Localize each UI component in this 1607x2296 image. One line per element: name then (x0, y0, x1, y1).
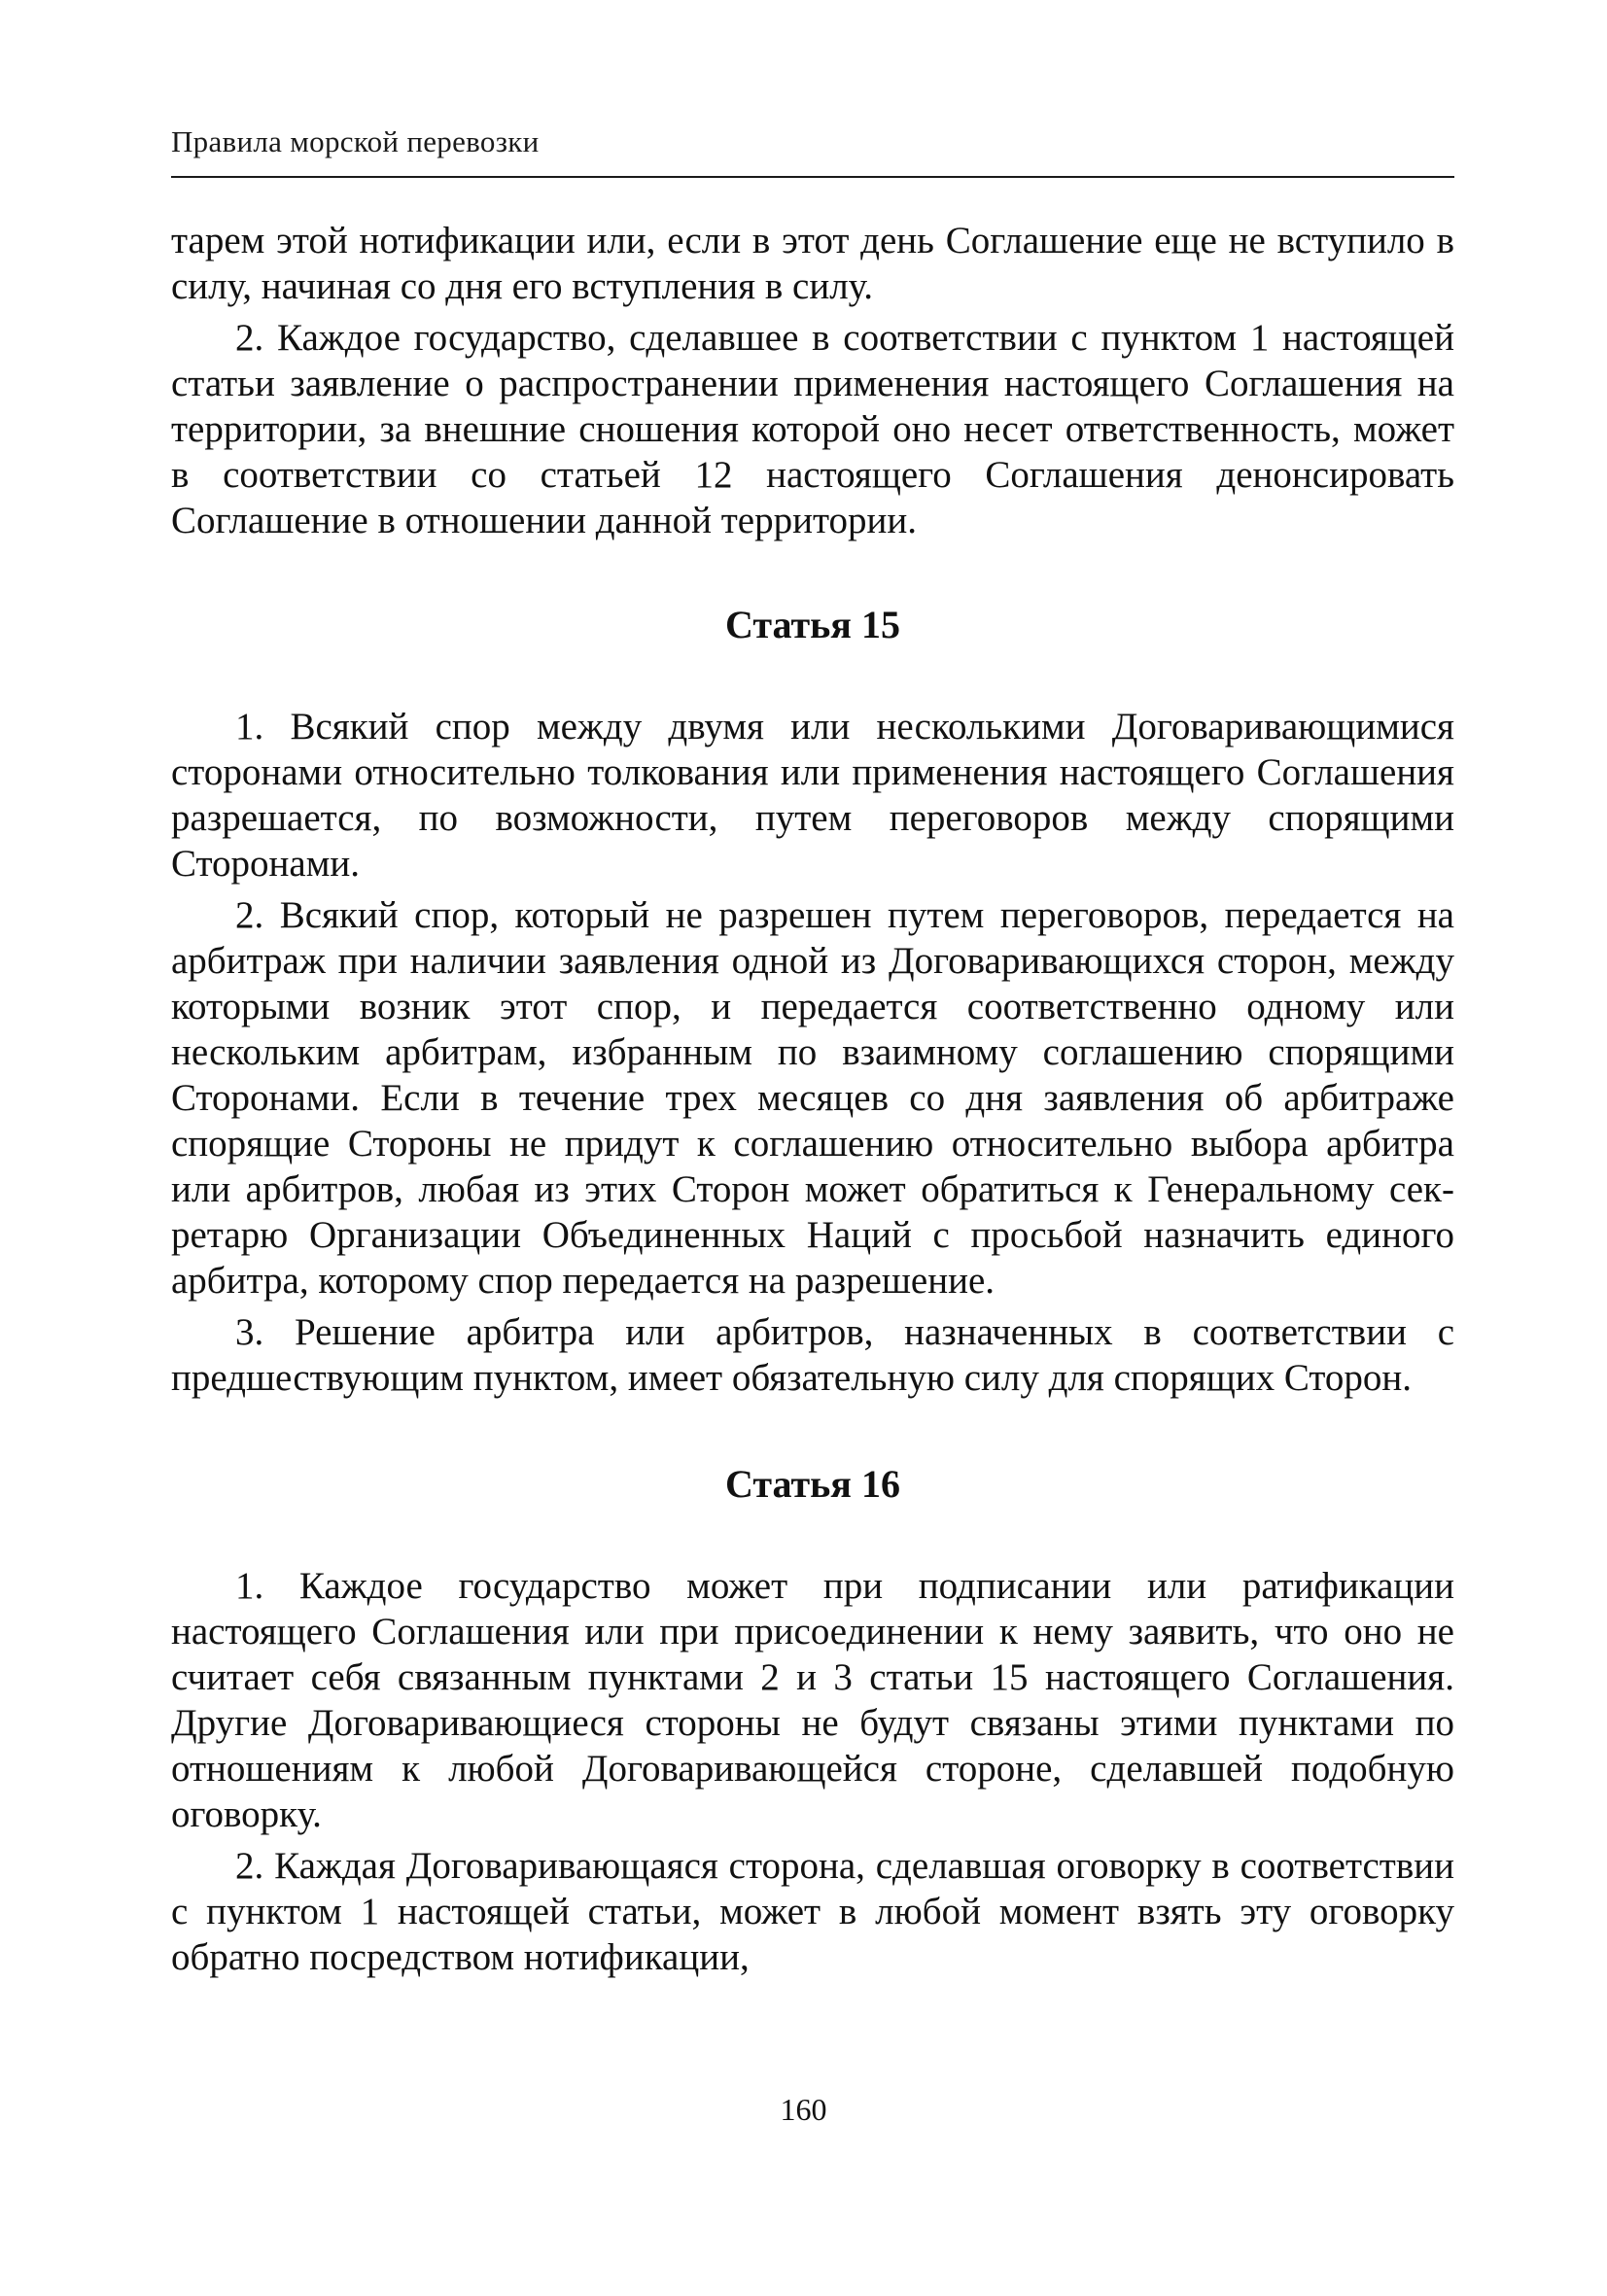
body-text (171, 218, 1454, 1986)
paragraph: 2. Всякий спор, который не разрешен путем переговоров, передается на арбитраж при наличии заявления одной из Договаривающихся сторон, между которыми возник этот спор, и передается соответственно одному или нескольким арбитрам, избранным по взаимному соглашению спорящими Сторонами. Если в течение трех месяцев со дня заявления об арбитраже спорящие Стороны не придут к соглашению относительно выбора арбитра или арбитров, любая из этих Сторон может обратиться к Генеральному секретарю Организации Объединенных Наций с просьбой назначить единого арбитра, которому спор передается на разрешение. (171, 894, 1454, 1302)
paragraph: 2. Каждое государство, сделавшее в соответствии с пунктом 1 настоящей статьи заявление о распространении применения настоящего Соглашения на территории, за внешние сношения которой оно несет ответственность, может в соответствии со статьей 12 настоящего Соглашения денонсировать Соглашение в отношении данной территории. (171, 317, 1454, 541)
paragraph: 2. Каждая Договаривающаяся сторона, сделавшая оговорку в соответствии с пунктом 1 настоящей статьи, может в любой момент взять эту оговорку обратно посредством нотификации, (171, 1845, 1454, 1978)
paragraph: 1. Каждое государство может при подписании или ратификации настоящего Соглашения или при присоединении к нему заявить, что оно не считает себя связанным пунктами 2 и 3 статьи 15 настоящего Соглашения. Другие Договаривающиеся стороны не будут связаны этими пунктами по отношениям к любой Договаривающейся стороне, сделавшей подобную оговорку. (171, 1565, 1454, 1835)
article-15-heading: Статья 15 (725, 603, 900, 646)
running-header: Правила морской перевозки (171, 124, 540, 158)
paragraph-continuation: тарем этой нотификации или, если в этот день Соглашение еще не вступило в силу, начиная со дня его вступления в силу. (171, 220, 1454, 307)
header-rule (171, 176, 1454, 178)
paragraph: 1. Всякий спор между двумя или несколькими Договаривающимися сторонами относительно толкования или применения настоящего Соглашения разрешается, по возможности, путем переговоров между спорящими Сторонами. (171, 706, 1454, 885)
page-number: 160 (780, 2092, 827, 2127)
paragraph: 3. Решение арбитра или арбитров, назначенных в соответствии с предшествующим пунктом, имеет обязательную силу для спорящих Сторон. (171, 1311, 1454, 1399)
article-16-heading: Статья 16 (725, 1462, 900, 1506)
